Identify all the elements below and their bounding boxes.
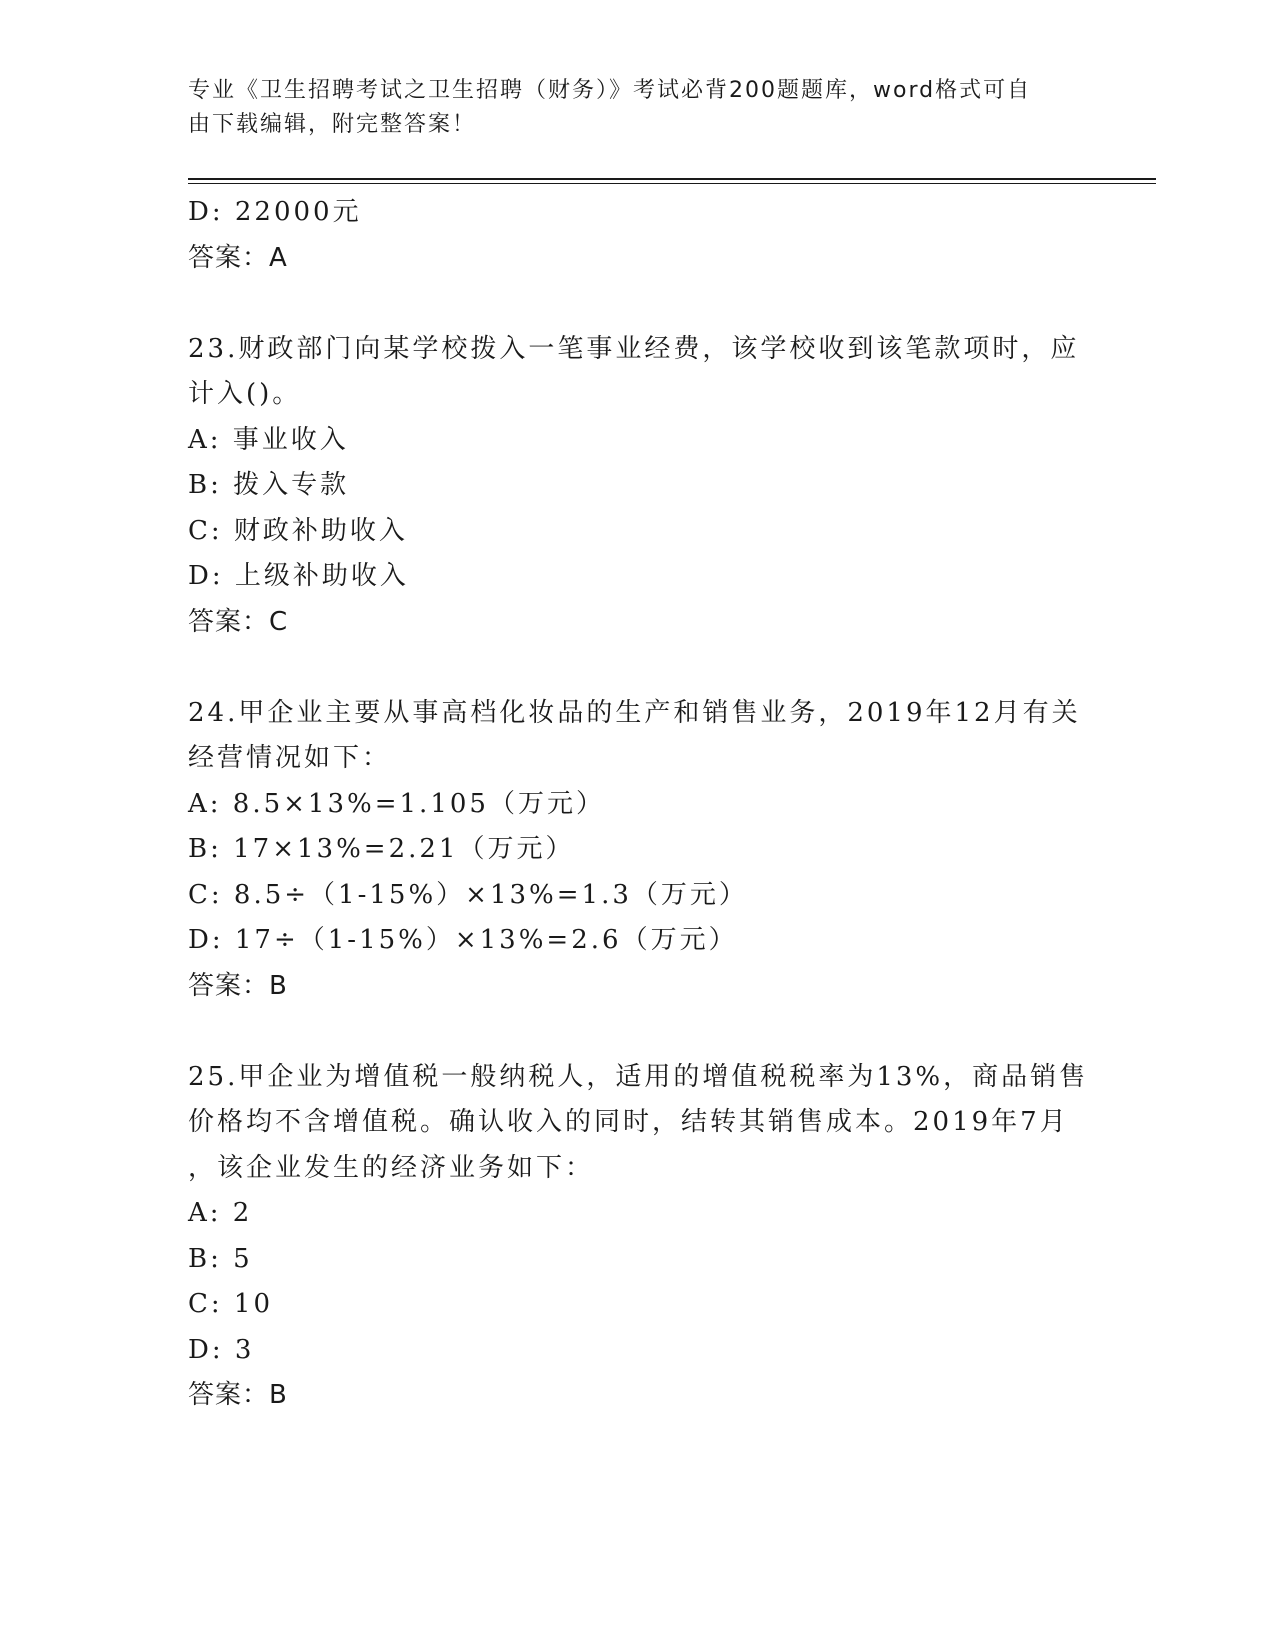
option-a: A: 2	[188, 1198, 253, 1228]
question-fragment	[188, 190, 1088, 281]
header-rule-thick	[188, 178, 1156, 180]
spacer	[188, 281, 1088, 327]
answer: 答案：A	[188, 242, 288, 273]
question-stem: 25.甲企业为增值税一般纳税人，适用的增值税税率为13%，商品销售	[188, 1061, 1089, 1092]
question-stem: 24.甲企业主要从事高档化妆品的生产和销售业务，2019年12月有关	[188, 697, 1081, 728]
answer: 答案：B	[188, 1380, 288, 1410]
question-25	[188, 1055, 1088, 1419]
option-b: B: 拨入专款	[188, 470, 350, 500]
document-body	[188, 190, 1088, 1419]
option-b: B: 5	[188, 1243, 253, 1274]
spacer	[188, 645, 1088, 691]
header-line-1: 专业《卫生招聘考试之卫生招聘（财务）》考试必背200题题库，word格式可自	[188, 78, 1032, 103]
page-header	[188, 74, 1068, 142]
option-d: D: 17÷（1-15%）×13%=2.6（万元）	[188, 925, 738, 955]
question-stem: 经营情况如下：	[188, 743, 392, 773]
spacer	[188, 1009, 1088, 1055]
question-stem: ，该企业发生的经济业务如下：	[188, 1152, 595, 1183]
option-a: A: 8.5×13%=1.105（万元）	[188, 788, 605, 819]
question-24	[188, 691, 1088, 1010]
option-a: A: 事业收入	[188, 424, 349, 455]
option-c: C: 财政补助收入	[188, 515, 408, 546]
option-c: C: 8.5÷（1-15%）×13%=1.3（万元）	[188, 879, 748, 910]
question-stem: 价格均不含增值税。确认收入的同时，结转其销售成本。2019年7月	[188, 1107, 1069, 1137]
question-23	[188, 327, 1088, 646]
answer: 答案：C	[188, 606, 289, 637]
question-stem: 计入()。	[188, 379, 302, 409]
option-d: D: 上级补助收入	[188, 561, 409, 591]
answer: 答案：B	[188, 970, 288, 1001]
header-line-2: 由下载编辑，附完整答案！	[188, 112, 477, 137]
option-d: D: 3	[188, 1334, 255, 1365]
option-c: C: 10	[188, 1289, 274, 1319]
option-b: B: 17×13%=2.21（万元）	[188, 834, 575, 864]
question-stem: 23.财政部门向某学校拨入一笔事业经费，该学校收到该笔款项时，应	[188, 333, 1080, 364]
option-d: D: 22000元	[188, 197, 362, 227]
header-rule-thin	[188, 183, 1156, 184]
